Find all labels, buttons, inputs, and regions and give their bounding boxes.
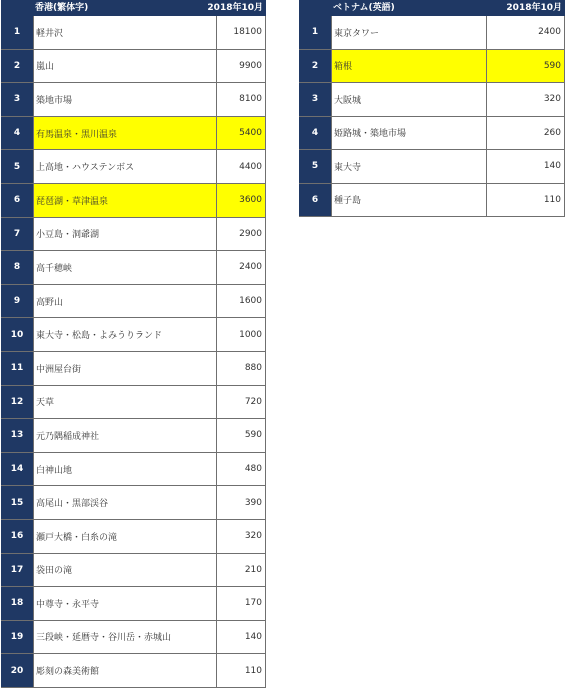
rank-cell: 17 <box>1 554 33 587</box>
rank-cell: 16 <box>1 520 33 553</box>
name-cell: 姫路城・築地市場 <box>331 117 487 150</box>
rank-cell: 18 <box>1 587 33 620</box>
rank-cell: 2 <box>299 50 331 83</box>
value-cell: 2400 <box>487 16 565 49</box>
table-row <box>1 285 266 319</box>
value-cell: 480 <box>217 453 266 486</box>
name-cell: 琵琶湖・草津温泉 <box>33 184 217 217</box>
table-row <box>1 386 266 420</box>
value-cell: 320 <box>217 520 266 553</box>
name-cell: 上高地・ハウステンボス <box>33 150 217 183</box>
value-cell: 2900 <box>217 218 266 251</box>
table-row <box>299 150 565 184</box>
name-cell: 白神山地 <box>33 453 217 486</box>
table-row <box>1 83 266 117</box>
rank-cell: 12 <box>1 386 33 419</box>
rank-cell: 6 <box>299 184 331 217</box>
rank-cell: 5 <box>299 150 331 183</box>
table-row <box>1 587 266 621</box>
hongkong-rows <box>1 16 266 688</box>
rank-cell: 10 <box>1 318 33 351</box>
table-row <box>299 117 565 151</box>
table-row <box>1 453 266 487</box>
name-cell: 東大寺・松島・よみうりランド <box>33 318 217 351</box>
value-cell: 9900 <box>217 50 266 83</box>
table-row <box>1 251 266 285</box>
rank-cell: 20 <box>1 654 33 687</box>
value-cell: 880 <box>217 352 266 385</box>
value-cell: 390 <box>217 486 266 519</box>
rank-cell: 6 <box>1 184 33 217</box>
value-cell: 590 <box>487 50 565 83</box>
name-cell: 袋田の滝 <box>33 554 217 587</box>
rank-cell: 14 <box>1 453 33 486</box>
table-row <box>1 50 266 84</box>
name-cell: 軽井沢 <box>33 16 217 49</box>
rank-cell: 13 <box>1 419 33 452</box>
name-cell: 中尊寺・永平寺 <box>33 587 217 620</box>
table-row <box>1 218 266 252</box>
vietnam-table <box>299 0 565 217</box>
name-cell: 嵐山 <box>33 50 217 83</box>
rank-cell: 1 <box>1 16 33 49</box>
vietnam-title: ベトナム(英語) <box>333 3 395 13</box>
table-row <box>1 520 266 554</box>
value-cell: 110 <box>487 184 565 217</box>
hongkong-date: 2018年10月 <box>207 3 263 13</box>
rank-cell: 15 <box>1 486 33 519</box>
table-row <box>299 16 565 50</box>
value-cell: 170 <box>217 587 266 620</box>
value-cell: 140 <box>487 150 565 183</box>
value-cell: 4400 <box>217 150 266 183</box>
rank-cell: 3 <box>1 83 33 116</box>
name-cell: 三段峡・延暦寺・谷川岳・赤城山 <box>33 621 217 654</box>
value-cell: 1000 <box>217 318 266 351</box>
rank-cell: 5 <box>1 150 33 183</box>
value-cell: 590 <box>217 419 266 452</box>
name-cell: 元乃隅稲成神社 <box>33 419 217 452</box>
value-cell: 1600 <box>217 285 266 318</box>
value-cell: 3600 <box>217 184 266 217</box>
value-cell: 140 <box>217 621 266 654</box>
vietnam-header <box>299 0 565 16</box>
name-cell: 小豆島・洞爺湖 <box>33 218 217 251</box>
name-cell: 種子島 <box>331 184 487 217</box>
rank-cell: 19 <box>1 621 33 654</box>
name-cell: 彫刻の森美術館 <box>33 654 217 687</box>
table-row <box>1 352 266 386</box>
rank-cell: 11 <box>1 352 33 385</box>
name-cell: 東大寺 <box>331 150 487 183</box>
table-row <box>1 419 266 453</box>
hongkong-header <box>1 0 266 16</box>
name-cell: 箱根 <box>331 50 487 83</box>
name-cell: 有馬温泉・黒川温泉 <box>33 117 217 150</box>
table-row <box>299 83 565 117</box>
rank-cell: 2 <box>1 50 33 83</box>
value-cell: 210 <box>217 554 266 587</box>
rank-cell: 4 <box>299 117 331 150</box>
value-cell: 320 <box>487 83 565 116</box>
vietnam-date: 2018年10月 <box>506 3 562 13</box>
table-row <box>1 16 266 50</box>
rank-cell: 9 <box>1 285 33 318</box>
rank-cell: 3 <box>299 83 331 116</box>
table-row <box>299 184 565 218</box>
value-cell: 110 <box>217 654 266 687</box>
value-cell: 18100 <box>217 16 266 49</box>
table-row <box>1 654 266 688</box>
table-row <box>299 50 565 84</box>
value-cell: 720 <box>217 386 266 419</box>
value-cell: 260 <box>487 117 565 150</box>
hongkong-title: 香港(繁体字) <box>35 3 89 13</box>
name-cell: 瀬戸大橋・白糸の滝 <box>33 520 217 553</box>
table-row <box>1 318 266 352</box>
hongkong-table <box>1 0 266 688</box>
rank-cell: 1 <box>299 16 331 49</box>
name-cell: 高千穂峡 <box>33 251 217 284</box>
name-cell: 高野山 <box>33 285 217 318</box>
name-cell: 東京タワー <box>331 16 487 49</box>
name-cell: 高尾山・黒部渓谷 <box>33 486 217 519</box>
name-cell: 中洲屋台街 <box>33 352 217 385</box>
rank-cell: 7 <box>1 218 33 251</box>
table-row <box>1 184 266 218</box>
name-cell: 天草 <box>33 386 217 419</box>
rank-cell: 4 <box>1 117 33 150</box>
table-row <box>1 150 266 184</box>
value-cell: 2400 <box>217 251 266 284</box>
table-row <box>1 554 266 588</box>
name-cell: 大阪城 <box>331 83 487 116</box>
table-row <box>1 621 266 655</box>
vietnam-rows <box>299 16 565 217</box>
rank-cell: 8 <box>1 251 33 284</box>
name-cell: 築地市場 <box>33 83 217 116</box>
table-row <box>1 486 266 520</box>
table-row <box>1 117 266 151</box>
value-cell: 5400 <box>217 117 266 150</box>
value-cell: 8100 <box>217 83 266 116</box>
